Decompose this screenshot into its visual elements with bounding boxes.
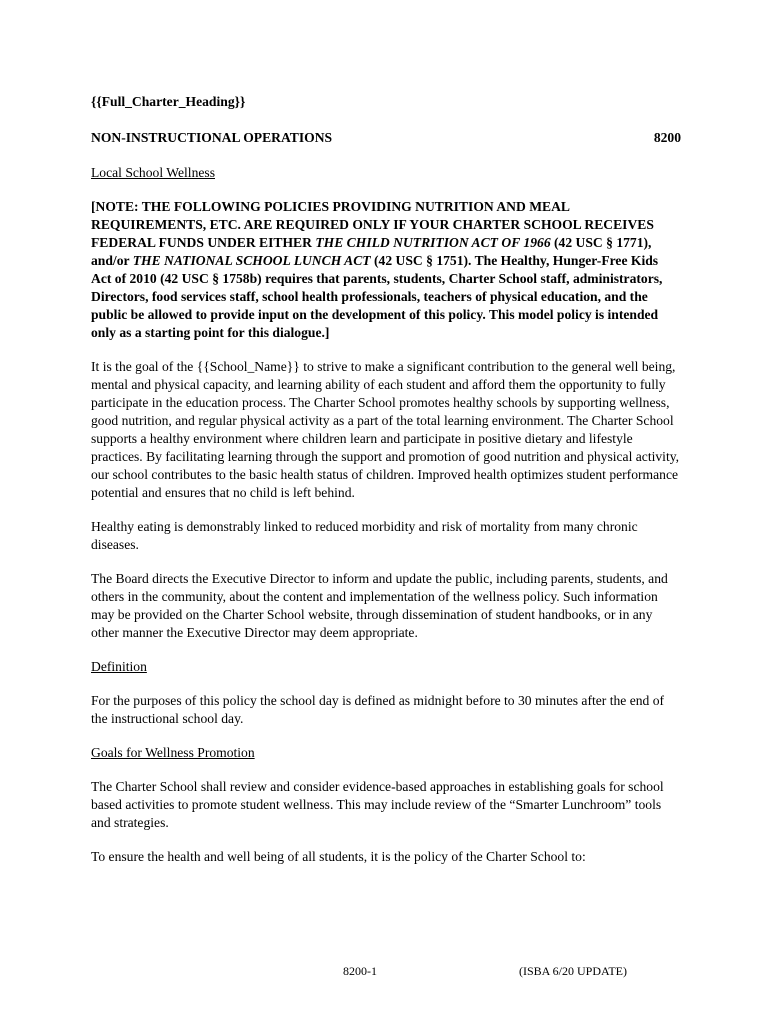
note-text-2: (42 USC § 1771), and/or	[91, 235, 652, 268]
goals-paragraph-2: To ensure the health and well being of all students, it is the policy of the Charter School to:	[91, 849, 586, 864]
note-act-child-nutrition: THE CHILD NUTRITION ACT OF 1966	[315, 235, 551, 250]
definition-paragraph: For the purposes of this policy the school day is defined as midnight before to 30 minutes after the end of the instructional school day.	[91, 693, 665, 726]
goal-paragraph: It is the goal of the {{School_Name}} to strive to make a significant contribution to the general well being, mental and physical capacity, and learning ability of each student and afford them the opportunity to fully participate in the education process. The Charter School promotes healthy schools by supporting wellness, good nutrition, and regular physical activity as a part of the total learning environment. The Charter School supports a healthy environment where children learn and participate in positive dietary and lifestyle practices. By facilitating learning through the support and promotion of good nutrition and physical activity, our school contributes to the basic health status of children. Improved health optimizes student performance potential and ensures that no child is left behind.	[91, 359, 680, 500]
note-text-3: (42 USC § 1751). The Healthy, Hunger-Free Kids Act of 2010 (42 USC § 1758b) requires that parents, students, Charter School staff, administrators, Directors, food services staff, school health professionals, teachers of physical education, and the public be allowed to provide input on the development of this policy. This model policy is intended only as a starting point for this dialogue.]	[91, 253, 663, 340]
note-text-1: [NOTE: THE FOLLOWING POLICIES PROVIDING NUTRITION AND MEAL REQUIREMENTS, ETC. ARE REQUIRED ONLY IF YOUR CHARTER SCHOOL RECEIVES FEDERAL FUNDS UNDER EITHER	[91, 199, 654, 250]
note-act-school-lunch: THE NATIONAL SCHOOL LUNCH ACT	[132, 253, 371, 268]
board-paragraph: The Board directs the Executive Director to inform and update the public, including parents, students, and others in the community, about the content and implementation of the wellness policy. Such information may be provided on the Charter School website, through dissemination of student handbooks, or in any other manner the Executive Director may deem appropriate.	[91, 571, 668, 640]
goals-heading: Goals for Wellness Promotion	[91, 745, 255, 760]
goals-paragraph-1: The Charter School shall review and consider evidence-based approaches in establishing goals for school based activities to promote student wellness. This may include review of the “Smarter Lunchroom” tools and strategies.	[91, 779, 664, 830]
charter-heading-placeholder: {{Full_Charter_Heading}}	[91, 94, 246, 109]
healthy-eating-paragraph: Healthy eating is demonstrably linked to reduced morbidity and risk of mortality from many chronic diseases.	[91, 519, 638, 552]
section-header	[91, 129, 681, 147]
section-title: NON-INSTRUCTIONAL OPERATIONS	[91, 130, 333, 145]
document-body	[91, 93, 681, 882]
footer-update-note: (ISBA 6/20 UPDATE)	[519, 964, 628, 978]
editor-note	[91, 198, 681, 342]
section-number: 8200	[653, 130, 681, 145]
footer-page-number: 8200-1	[343, 964, 377, 978]
definition-heading: Definition	[91, 659, 147, 674]
policy-title: Local School Wellness	[91, 165, 215, 180]
